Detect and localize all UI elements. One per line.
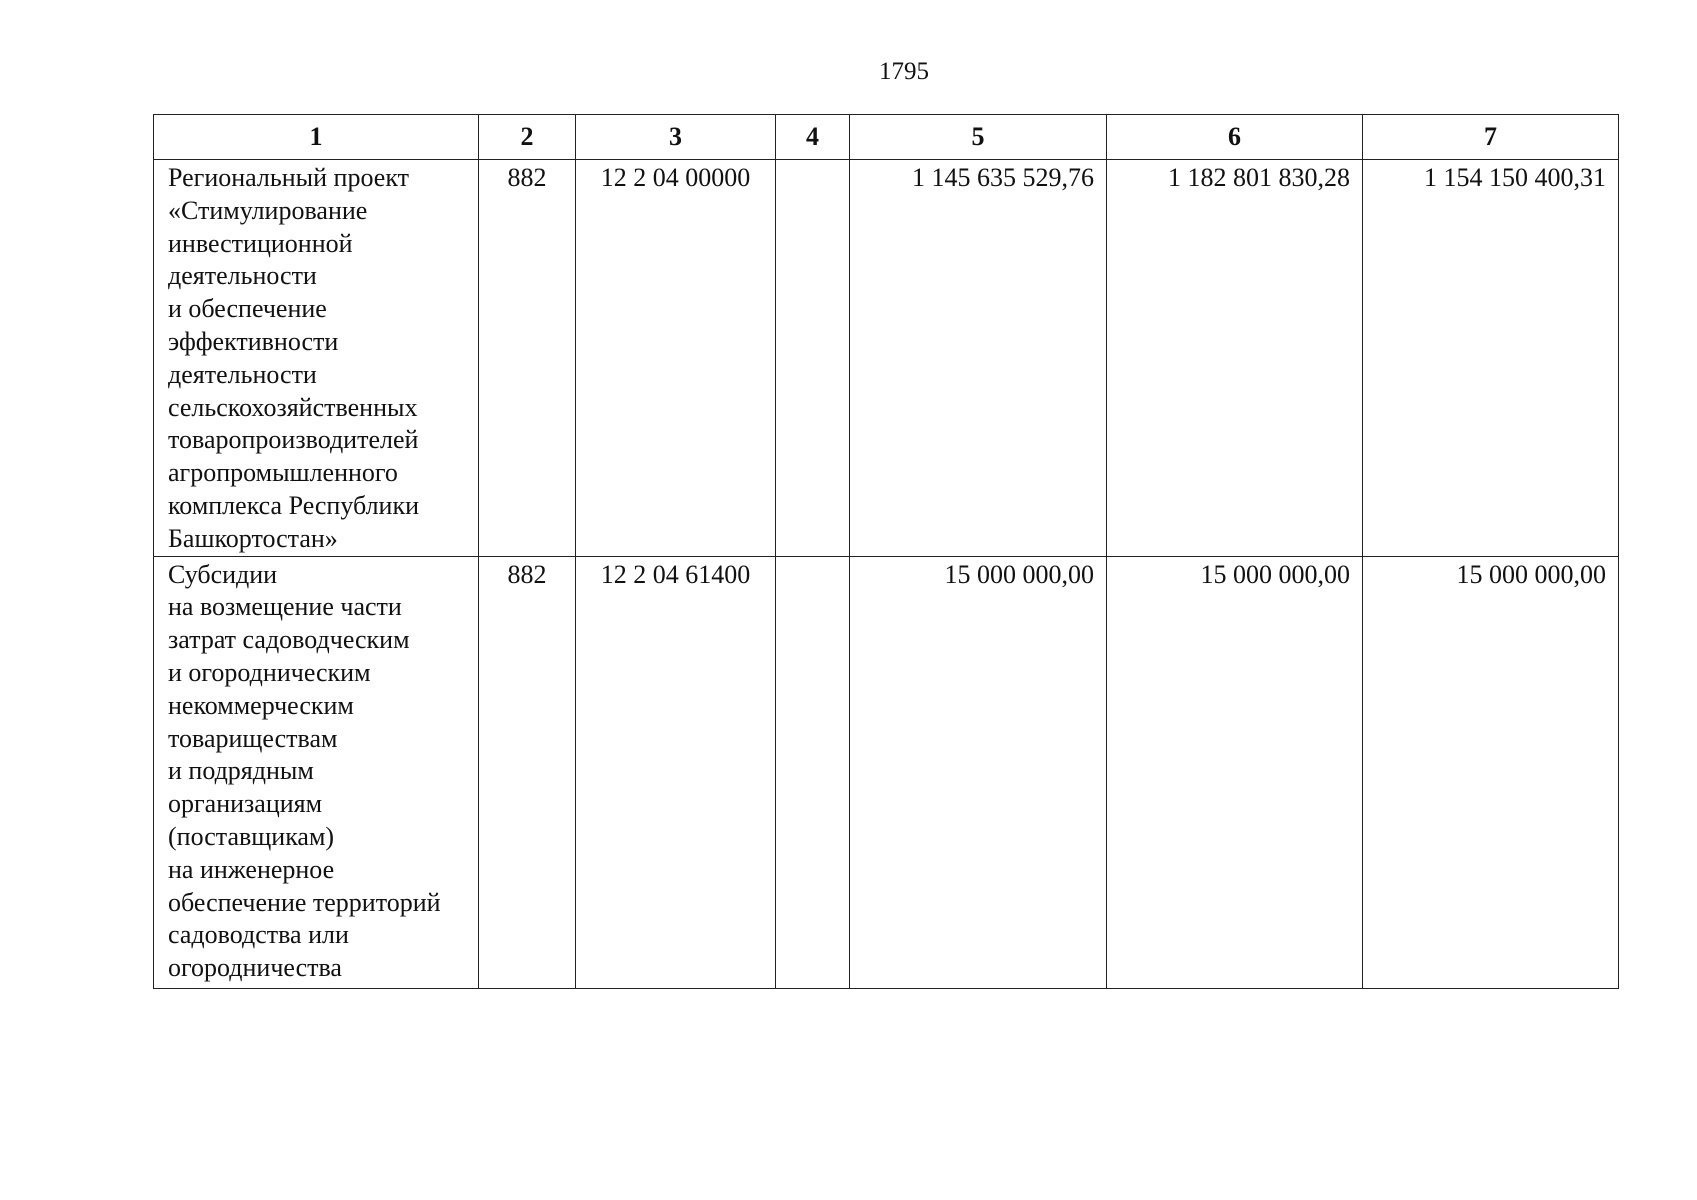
row-col-3: 12 2 04 61400 <box>576 556 776 988</box>
header-col-7: 7 <box>1363 115 1619 160</box>
header-col-5: 5 <box>850 115 1107 160</box>
row-col-2: 882 <box>479 556 576 988</box>
row-name: Региональный проект «Стимулирование инвестиционной деятельности и обеспечение эффективности деятельности сельскохозяйственных товаропроизводителей агропромышленного комплекса Республики Башкортостан» <box>154 160 479 557</box>
row-col-4 <box>776 556 850 988</box>
budget-table <box>153 114 1619 989</box>
row-col-7: 15 000 000,00 <box>1363 556 1619 988</box>
header-col-2: 2 <box>479 115 576 160</box>
header-col-1: 1 <box>154 115 479 160</box>
row-col-7: 1 154 150 400,31 <box>1363 160 1619 557</box>
row-col-5: 1 145 635 529,76 <box>850 160 1107 557</box>
row-col-6: 15 000 000,00 <box>1107 556 1363 988</box>
row-name: Субсидии на возмещение части затрат садоводческим и огородническим некоммерческим товариществам и подрядным организациям (поставщикам) на инженерное обеспечение территорий садоводства или огородничества <box>154 556 479 988</box>
header-row <box>154 115 1619 160</box>
header-col-4: 4 <box>776 115 850 160</box>
header-col-6: 6 <box>1107 115 1363 160</box>
row-col-5: 15 000 000,00 <box>850 556 1107 988</box>
table-row <box>154 556 1619 988</box>
table-row <box>154 160 1619 557</box>
row-col-3: 12 2 04 00000 <box>576 160 776 557</box>
row-col-2: 882 <box>479 160 576 557</box>
row-col-4 <box>776 160 850 557</box>
page-number: 1795 <box>879 58 929 85</box>
row-col-6: 1 182 801 830,28 <box>1107 160 1363 557</box>
header-col-3: 3 <box>576 115 776 160</box>
